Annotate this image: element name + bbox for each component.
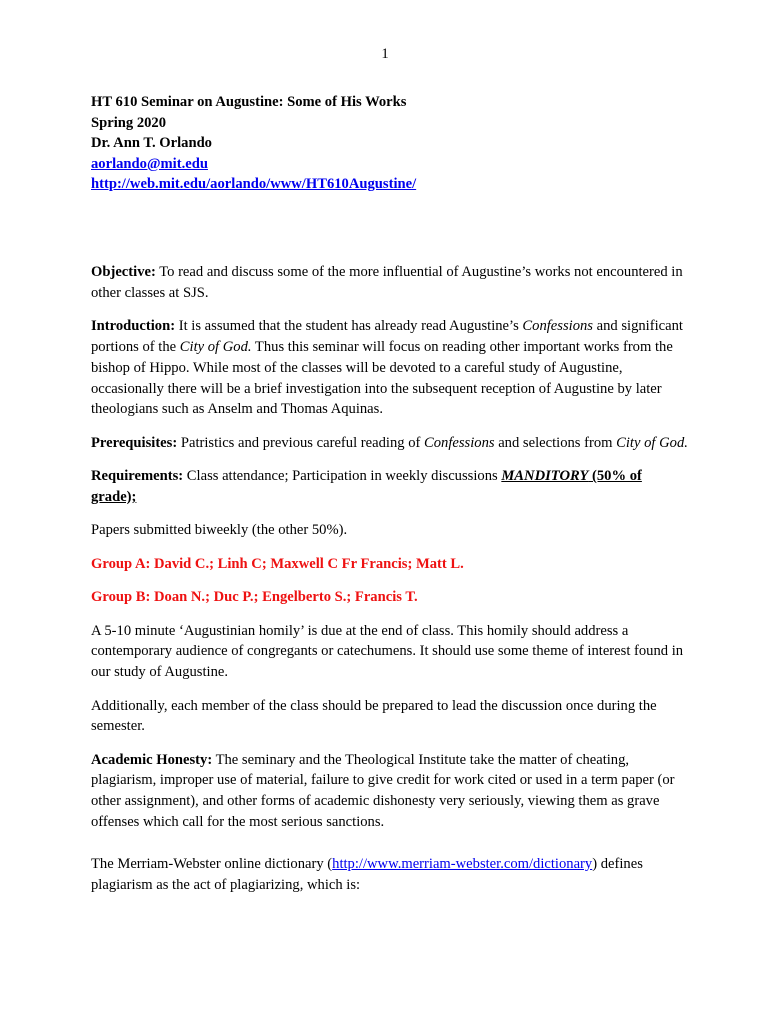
course-title: HT 610 Seminar on Augustine: Some of His Works bbox=[91, 94, 407, 110]
dictionary-text: The Merriam-Webster online dictionary ( bbox=[91, 855, 333, 872]
prerequisites-text: Patristics and previous careful reading of bbox=[177, 434, 424, 451]
dictionary-paragraph bbox=[91, 854, 689, 896]
introduction-paragraph bbox=[91, 316, 689, 420]
prerequisites-text: and selections from bbox=[494, 434, 617, 451]
city-of-god-title: City of God. bbox=[179, 338, 252, 355]
dictionary-text: ) defines plagiarism as the act of plagiarizing, which is: bbox=[91, 855, 643, 893]
confessions-title: Confessions bbox=[522, 318, 593, 335]
introduction-text: It is assumed that the student has already read Augustine’s bbox=[175, 318, 523, 335]
dictionary-link[interactable]: http://www.merriam-webster.com/dictionary bbox=[332, 855, 593, 872]
city-of-god-title: City of God. bbox=[616, 434, 688, 451]
requirements-text: Class attendance; Participation in weekly discussions bbox=[183, 468, 502, 485]
syllabus-header bbox=[91, 92, 416, 195]
page-number: 1 bbox=[381, 46, 389, 62]
papers-paragraph: Papers submitted biweekly (the other 50%). bbox=[91, 522, 348, 539]
objective-text: To read and discuss some of the more influential of Augustine’s works not encountered in other classes at SJS. bbox=[91, 264, 683, 301]
homily-paragraph: A 5-10 minute ‘Augustinian homily’ is due at the end of class. This homily should address a contemporary audience of congregants or catechumens. It should use some theme of interest found in our study of Augustine. bbox=[91, 622, 684, 681]
discussion-lead-paragraph: Additionally, each member of the class should be prepared to lead the discussion once during the semester. bbox=[91, 697, 657, 735]
instructor-name: Dr. Ann T. Orlando bbox=[91, 135, 212, 151]
requirements-paragraph bbox=[91, 466, 689, 508]
academic-honesty-paragraph bbox=[91, 750, 689, 833]
prerequisites-paragraph bbox=[91, 433, 689, 454]
group-a: Group A: David C.; Linh C; Maxwell C Fr Francis; Matt L. bbox=[91, 555, 464, 572]
term: Spring 2020 bbox=[91, 114, 167, 131]
grade-weight: (50% of grade); bbox=[91, 468, 642, 505]
email-link[interactable]: aorlando@mit.edu bbox=[91, 155, 208, 172]
confessions-title: Confessions bbox=[424, 434, 495, 451]
group-b: Group B: Doan N.; Duc P.; Engelberto S.; Francis T. bbox=[91, 589, 418, 606]
mandatory-emphasis: MANDITORY bbox=[501, 468, 589, 485]
academic-honesty-text: The seminary and the Theological Institute take the matter of cheating, plagiarism, improper use of material, failure to give credit for work cited or used in a term paper (or other assignment), and other forms of academic dishonesty very seriously, viewing them as grave offenses which call for the most serious sanctions. bbox=[91, 751, 675, 831]
prerequisites-label: Prerequisites: bbox=[91, 434, 178, 451]
introduction-label: Introduction: bbox=[91, 318, 176, 335]
introduction-text: Thus this seminar will focus on reading other important works from the bishop of Hippo. While most of the classes will be devoted to a careful study of Augustine, occasionally there will be a brief investigation into the subsequent reception of Augustine by later theologians such as Anselm and Thomas Aquinas. bbox=[91, 338, 673, 418]
academic-honesty-label: Academic Honesty: bbox=[91, 751, 213, 768]
requirements-label: Requirements: bbox=[91, 468, 184, 485]
syllabus-body bbox=[91, 262, 689, 908]
objective-label: Objective: bbox=[91, 264, 156, 280]
introduction-text: and significant portions of the bbox=[91, 318, 683, 355]
course-website-link[interactable]: http://web.mit.edu/aorlando/www/HT610Augustine/ bbox=[91, 176, 417, 192]
objective-paragraph bbox=[91, 262, 689, 304]
